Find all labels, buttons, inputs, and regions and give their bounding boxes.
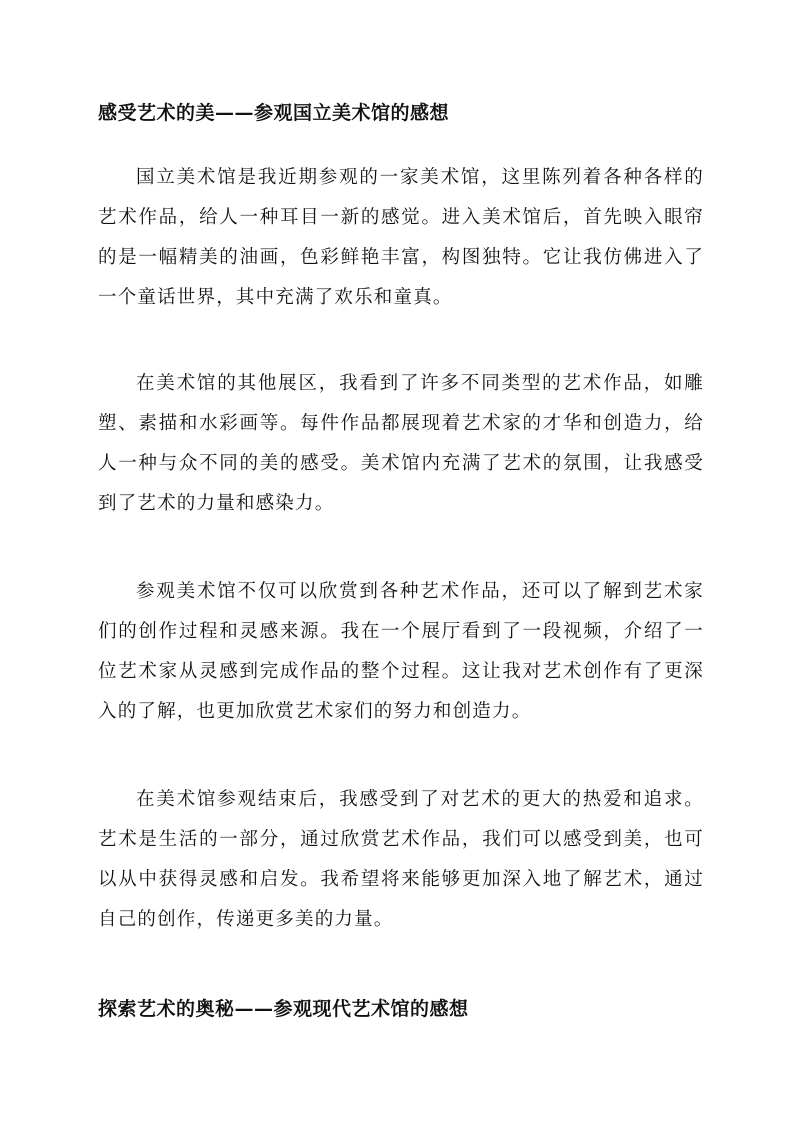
paragraph-2: 在美术馆的其他展区，我看到了许多不同类型的艺术作品，如雕塑、素描和水彩画等。每件作品都展现着艺术家的才华和创造力，给人一种与众不同的美的感受。美术馆内充满了艺术的氛围，让我感受到了艺术的力量和感染力。 — [98, 373, 704, 514]
section-title: 感受艺术的美——参观国立美术馆的感想 — [98, 102, 450, 124]
next-section-title: 探索艺术的奥秘——参观现代艺术馆的感想 — [98, 998, 469, 1020]
paragraph-4: 在美术馆参观结束后，我感受到了对艺术的更大的热爱和追求。艺术是生活的一部分，通过欣赏艺术作品，我们可以感受到美，也可以从中获得灵感和启发。我希望将来能够更加深入地了解艺术，通过自己的创作，传递更多美的力量。 — [98, 789, 704, 930]
paragraph-3: 参观美术馆不仅可以欣赏到各种艺术作品，还可以了解到艺术家们的创作过程和灵感来源。我在一个展厅看到了一段视频，介绍了一位艺术家从灵感到完成作品的整个过程。这让我对艺术创作有了更深入的了解，也更加欣赏艺术家们的努力和创造力。 — [98, 581, 704, 722]
paragraph-1: 国立美术馆是我近期参观的一家美术馆，这里陈列着各种各样的艺术作品，给人一种耳目一新的感觉。进入美术馆后，首先映入眼帘的是一幅精美的油画，色彩鲜艳丰富，构图独特。它让我仿佛进入了一个童话世界，其中充满了欢乐和童真。 — [98, 167, 704, 308]
